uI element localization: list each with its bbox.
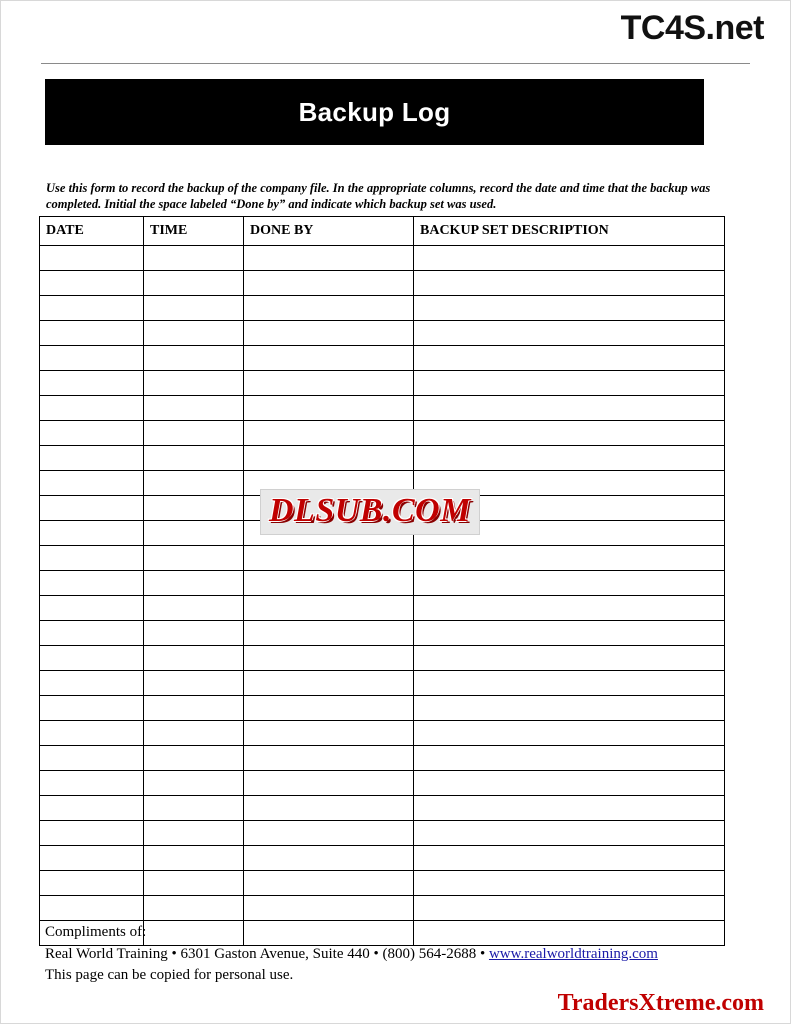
cell-description[interactable] [414,721,725,746]
cell-date[interactable] [40,271,144,296]
footer-line-copy-notice: This page can be copied for personal use. [45,967,294,984]
cell-date[interactable] [40,696,144,721]
cell-done-by[interactable] [244,696,414,721]
cell-time[interactable] [144,796,244,821]
cell-date[interactable] [40,746,144,771]
cell-date[interactable] [40,421,144,446]
cell-time[interactable] [144,696,244,721]
cell-time[interactable] [144,846,244,871]
backup-log-table [39,216,725,946]
cell-date[interactable] [40,321,144,346]
cell-description[interactable] [414,771,725,796]
column-header-backup-set-description: BACKUP SET DESCRIPTION [414,217,725,246]
document-title-bar [45,79,704,145]
table-row [40,571,725,596]
cell-description[interactable] [414,321,725,346]
cell-description[interactable] [414,646,725,671]
header-divider [41,63,750,64]
cell-done-by[interactable] [244,671,414,696]
cell-description[interactable] [414,246,725,271]
cell-time[interactable] [144,721,244,746]
table-row [40,871,725,896]
cell-done-by[interactable] [244,296,414,321]
cell-done-by[interactable] [244,571,414,596]
table-row [40,846,725,871]
cell-done-by[interactable] [244,721,414,746]
cell-date[interactable] [40,571,144,596]
cell-date[interactable] [40,546,144,571]
cell-done-by[interactable] [244,821,414,846]
cell-date[interactable] [40,346,144,371]
cell-time[interactable] [144,871,244,896]
table-row [40,896,725,921]
table-row [40,246,725,271]
cell-description[interactable] [414,821,725,846]
table-row [40,446,725,471]
cell-description[interactable] [414,446,725,471]
cell-description[interactable] [414,496,725,521]
cell-done-by[interactable] [244,621,414,646]
footer-line-contact [45,944,658,966]
table-row [40,621,725,646]
instructions-text: Use this form to record the backup of the company file. In the appropriate columns, record the date and time that the backup was completed. Initial the space labeled “Done by” and indicate which backup set was used. [46,180,711,212]
cell-done-by[interactable] [244,271,414,296]
cell-date[interactable] [40,896,144,921]
table-row [40,496,725,521]
cell-time[interactable] [144,746,244,771]
footer-line-compliments: Compliments of: [45,923,147,940]
cell-date[interactable] [40,721,144,746]
cell-done-by[interactable] [244,421,414,446]
cell-description[interactable] [414,396,725,421]
cell-time[interactable] [144,771,244,796]
cell-description[interactable] [414,371,725,396]
table-row [40,721,725,746]
cell-done-by[interactable] [244,396,414,421]
cell-time[interactable] [144,496,244,521]
cell-time[interactable] [144,446,244,471]
cell-description[interactable] [414,571,725,596]
cell-date[interactable] [40,771,144,796]
cell-description[interactable] [414,471,725,496]
cell-description[interactable] [414,671,725,696]
cell-date[interactable] [40,596,144,621]
table-row [40,546,725,571]
cell-done-by[interactable] [244,746,414,771]
table-row [40,371,725,396]
cell-description[interactable] [414,421,725,446]
cell-done-by[interactable] [244,521,414,546]
cell-done-by[interactable] [244,646,414,671]
table-row [40,421,725,446]
cell-done-by[interactable] [244,496,414,521]
cell-done-by[interactable] [244,846,414,871]
cell-time[interactable] [144,521,244,546]
cell-description[interactable] [414,521,725,546]
cell-done-by[interactable] [244,321,414,346]
cell-done-by[interactable] [244,346,414,371]
table-row [40,471,725,496]
cell-description[interactable] [414,846,725,871]
cell-time[interactable] [144,621,244,646]
table-row [40,821,725,846]
cell-date[interactable] [40,371,144,396]
cell-time[interactable] [144,421,244,446]
cell-description[interactable] [414,746,725,771]
footer [45,922,658,987]
table-row [40,296,725,321]
table-row [40,596,725,621]
cell-date[interactable] [40,846,144,871]
cell-description[interactable] [414,621,725,646]
cell-date[interactable] [40,246,144,271]
cell-done-by[interactable] [244,796,414,821]
footer-contact-text: Real World Training • 6301 Gaston Avenue, Suite 440 • (800) 564-2688 • [45,945,489,962]
cell-date[interactable] [40,471,144,496]
column-header-date: DATE [40,217,144,246]
cell-time[interactable] [144,371,244,396]
cell-time[interactable] [144,471,244,496]
cell-time[interactable] [144,346,244,371]
cell-date[interactable] [40,296,144,321]
cell-date[interactable] [40,821,144,846]
cell-time[interactable] [144,646,244,671]
footer-brand-watermark: TradersXtreme.com [557,990,764,1016]
column-header-done-by: DONE BY [244,217,414,246]
cell-description[interactable] [414,346,725,371]
cell-time[interactable] [144,396,244,421]
table-row [40,746,725,771]
cell-time[interactable] [144,546,244,571]
cell-description[interactable] [414,271,725,296]
cell-done-by[interactable] [244,596,414,621]
table-row [40,346,725,371]
cell-date[interactable] [40,396,144,421]
cell-done-by[interactable] [244,771,414,796]
cell-time[interactable] [144,821,244,846]
cell-done-by[interactable] [244,371,414,396]
cell-time[interactable] [144,321,244,346]
cell-date[interactable] [40,796,144,821]
cell-description[interactable] [414,796,725,821]
table-row [40,396,725,421]
column-header-time: TIME [144,217,244,246]
cell-date[interactable] [40,671,144,696]
cell-done-by[interactable] [244,246,414,271]
cell-date[interactable] [40,871,144,896]
cell-time[interactable] [144,571,244,596]
cell-time[interactable] [144,246,244,271]
cell-description[interactable] [414,596,725,621]
table-header-row [40,217,725,246]
cell-done-by[interactable] [244,871,414,896]
cell-description[interactable] [414,546,725,571]
table-row [40,271,725,296]
footer-website-link[interactable]: www.realworldtraining.com [488,945,658,962]
cell-done-by[interactable] [244,896,414,921]
cell-time[interactable] [144,271,244,296]
watermark: DLSUB.COM [260,489,480,535]
site-brand-logo: TC4S.net [620,9,764,47]
cell-time[interactable] [144,896,244,921]
table-row [40,646,725,671]
cell-time[interactable] [144,296,244,321]
cell-description[interactable] [414,871,725,896]
cell-date[interactable] [40,496,144,521]
cell-description[interactable] [414,296,725,321]
cell-date[interactable] [40,521,144,546]
table-row [40,771,725,796]
cell-done-by[interactable] [244,446,414,471]
cell-time[interactable] [144,671,244,696]
table-row [40,796,725,821]
page-title: Backup Log [298,96,451,127]
table-body [40,246,725,946]
cell-date[interactable] [40,446,144,471]
table-row [40,696,725,721]
table-row [40,521,725,546]
table-row [40,321,725,346]
cell-done-by[interactable] [244,546,414,571]
cell-date[interactable] [40,621,144,646]
cell-date[interactable] [40,646,144,671]
cell-description[interactable] [414,896,725,921]
table-row [40,671,725,696]
cell-time[interactable] [144,596,244,621]
cell-description[interactable] [414,696,725,721]
cell-done-by[interactable] [244,471,414,496]
